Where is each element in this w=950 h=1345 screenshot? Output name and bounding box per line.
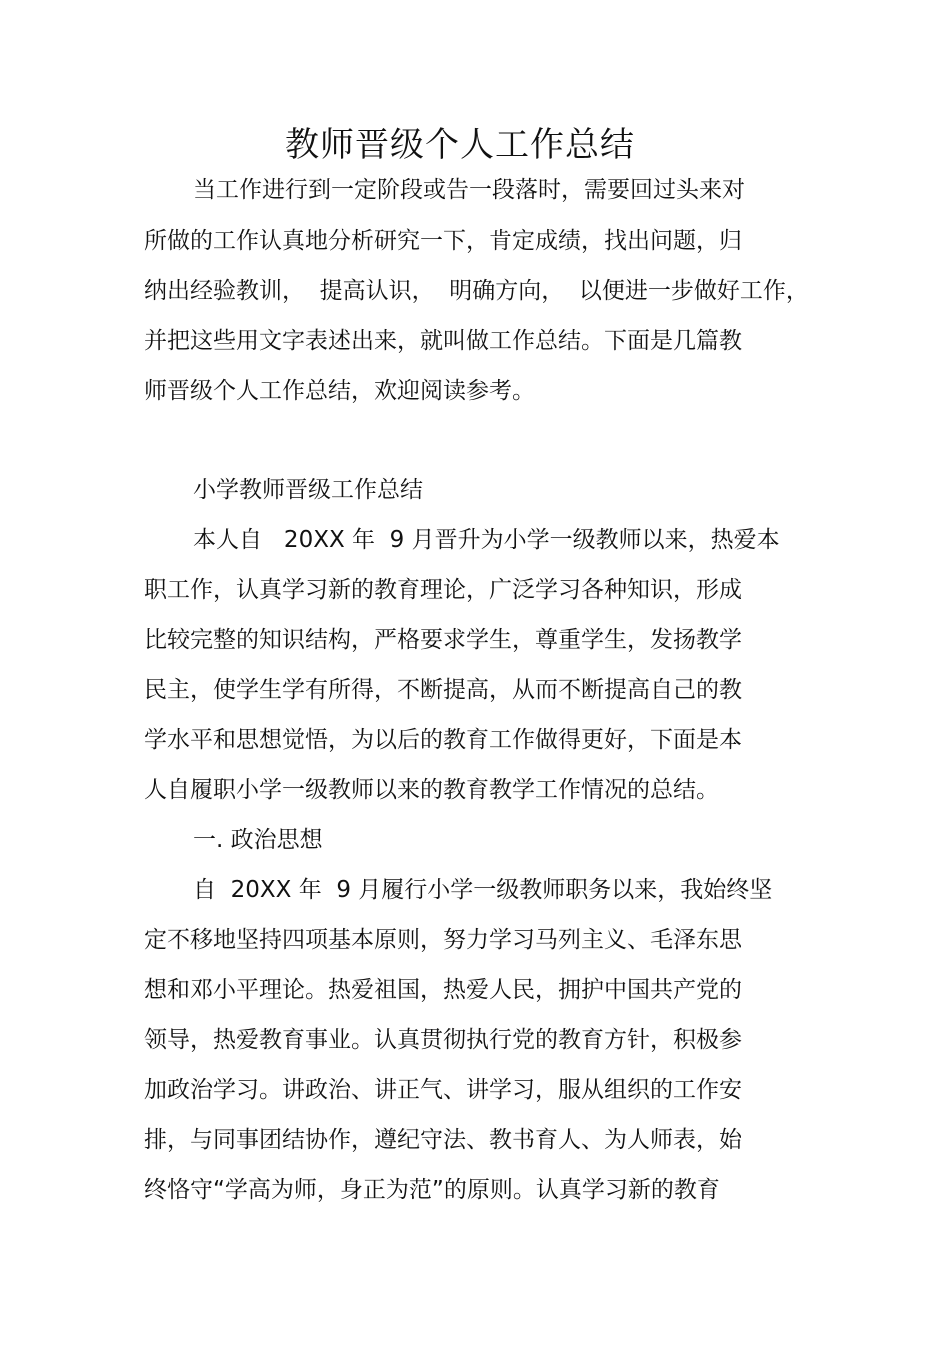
- para2-line-7: 终恪守“学高为师，身正为范”的原则。认真学习新的教育: [144, 1177, 720, 1203]
- para2-line-4: 领导，热爱教育事业。认真贯彻执行党的教育方针，积极参: [144, 1027, 742, 1053]
- intro-line-2: 所做的工作认真地分析研究一下，肯定成绩，找出问题，归: [144, 228, 742, 254]
- para2-line-5: 加政治学习。讲政治、讲正气、讲学习，服从组织的工作安: [144, 1077, 742, 1103]
- section1-heading: 一. 政治思想: [193, 827, 323, 853]
- para1-line-2: 职工作，认真学习新的教育理论，广泛学习各种知识，形成: [144, 577, 742, 603]
- para1-line-3: 比较完整的知识结构，严格要求学生，尊重学生，发扬教学: [144, 627, 742, 653]
- intro-line-4: 并把这些用文字表述出来，就叫做工作总结。下面是几篇教: [144, 328, 742, 354]
- para1-line-1: 本人自 20XX 年 9 月晋升为小学一级教师以来，热爱本: [193, 527, 780, 553]
- intro-line-1: 当工作进行到一定阶段或告一段落时，需要回过头来对: [193, 177, 745, 203]
- para2-line-2: 定不移地坚持四项基本原则，努力学习马列主义、毛泽东思: [144, 927, 742, 953]
- para2-line-1: 自 20XX 年 9 月履行小学一级教师职务以来，我始终坚: [193, 877, 773, 903]
- para1-line-4: 民主，使学生学有所得，不断提高，从而不断提高自己的教: [144, 677, 742, 703]
- document-title: 教师晋级个人工作总结: [285, 125, 635, 165]
- intro-line-3: 纳出经验教训， 提高认识， 明确方向， 以便进一步做好工作，: [144, 278, 809, 304]
- intro-line-5: 师晋级个人工作总结，欢迎阅读参考。: [144, 378, 535, 404]
- para1-line-5: 学水平和思想觉悟，为以后的教育工作做得更好，下面是本: [144, 727, 742, 753]
- para1-line-6: 人自履职小学一级教师以来的教育教学工作情况的总结。: [144, 777, 719, 803]
- section-subtitle: 小学教师晋级工作总结: [193, 477, 423, 503]
- para2-line-6: 排，与同事团结协作，遵纪守法、教书育人、为人师表，始: [144, 1127, 742, 1153]
- para2-line-3: 想和邓小平理论。热爱祖国，热爱人民，拥护中国共产党的: [144, 977, 742, 1003]
